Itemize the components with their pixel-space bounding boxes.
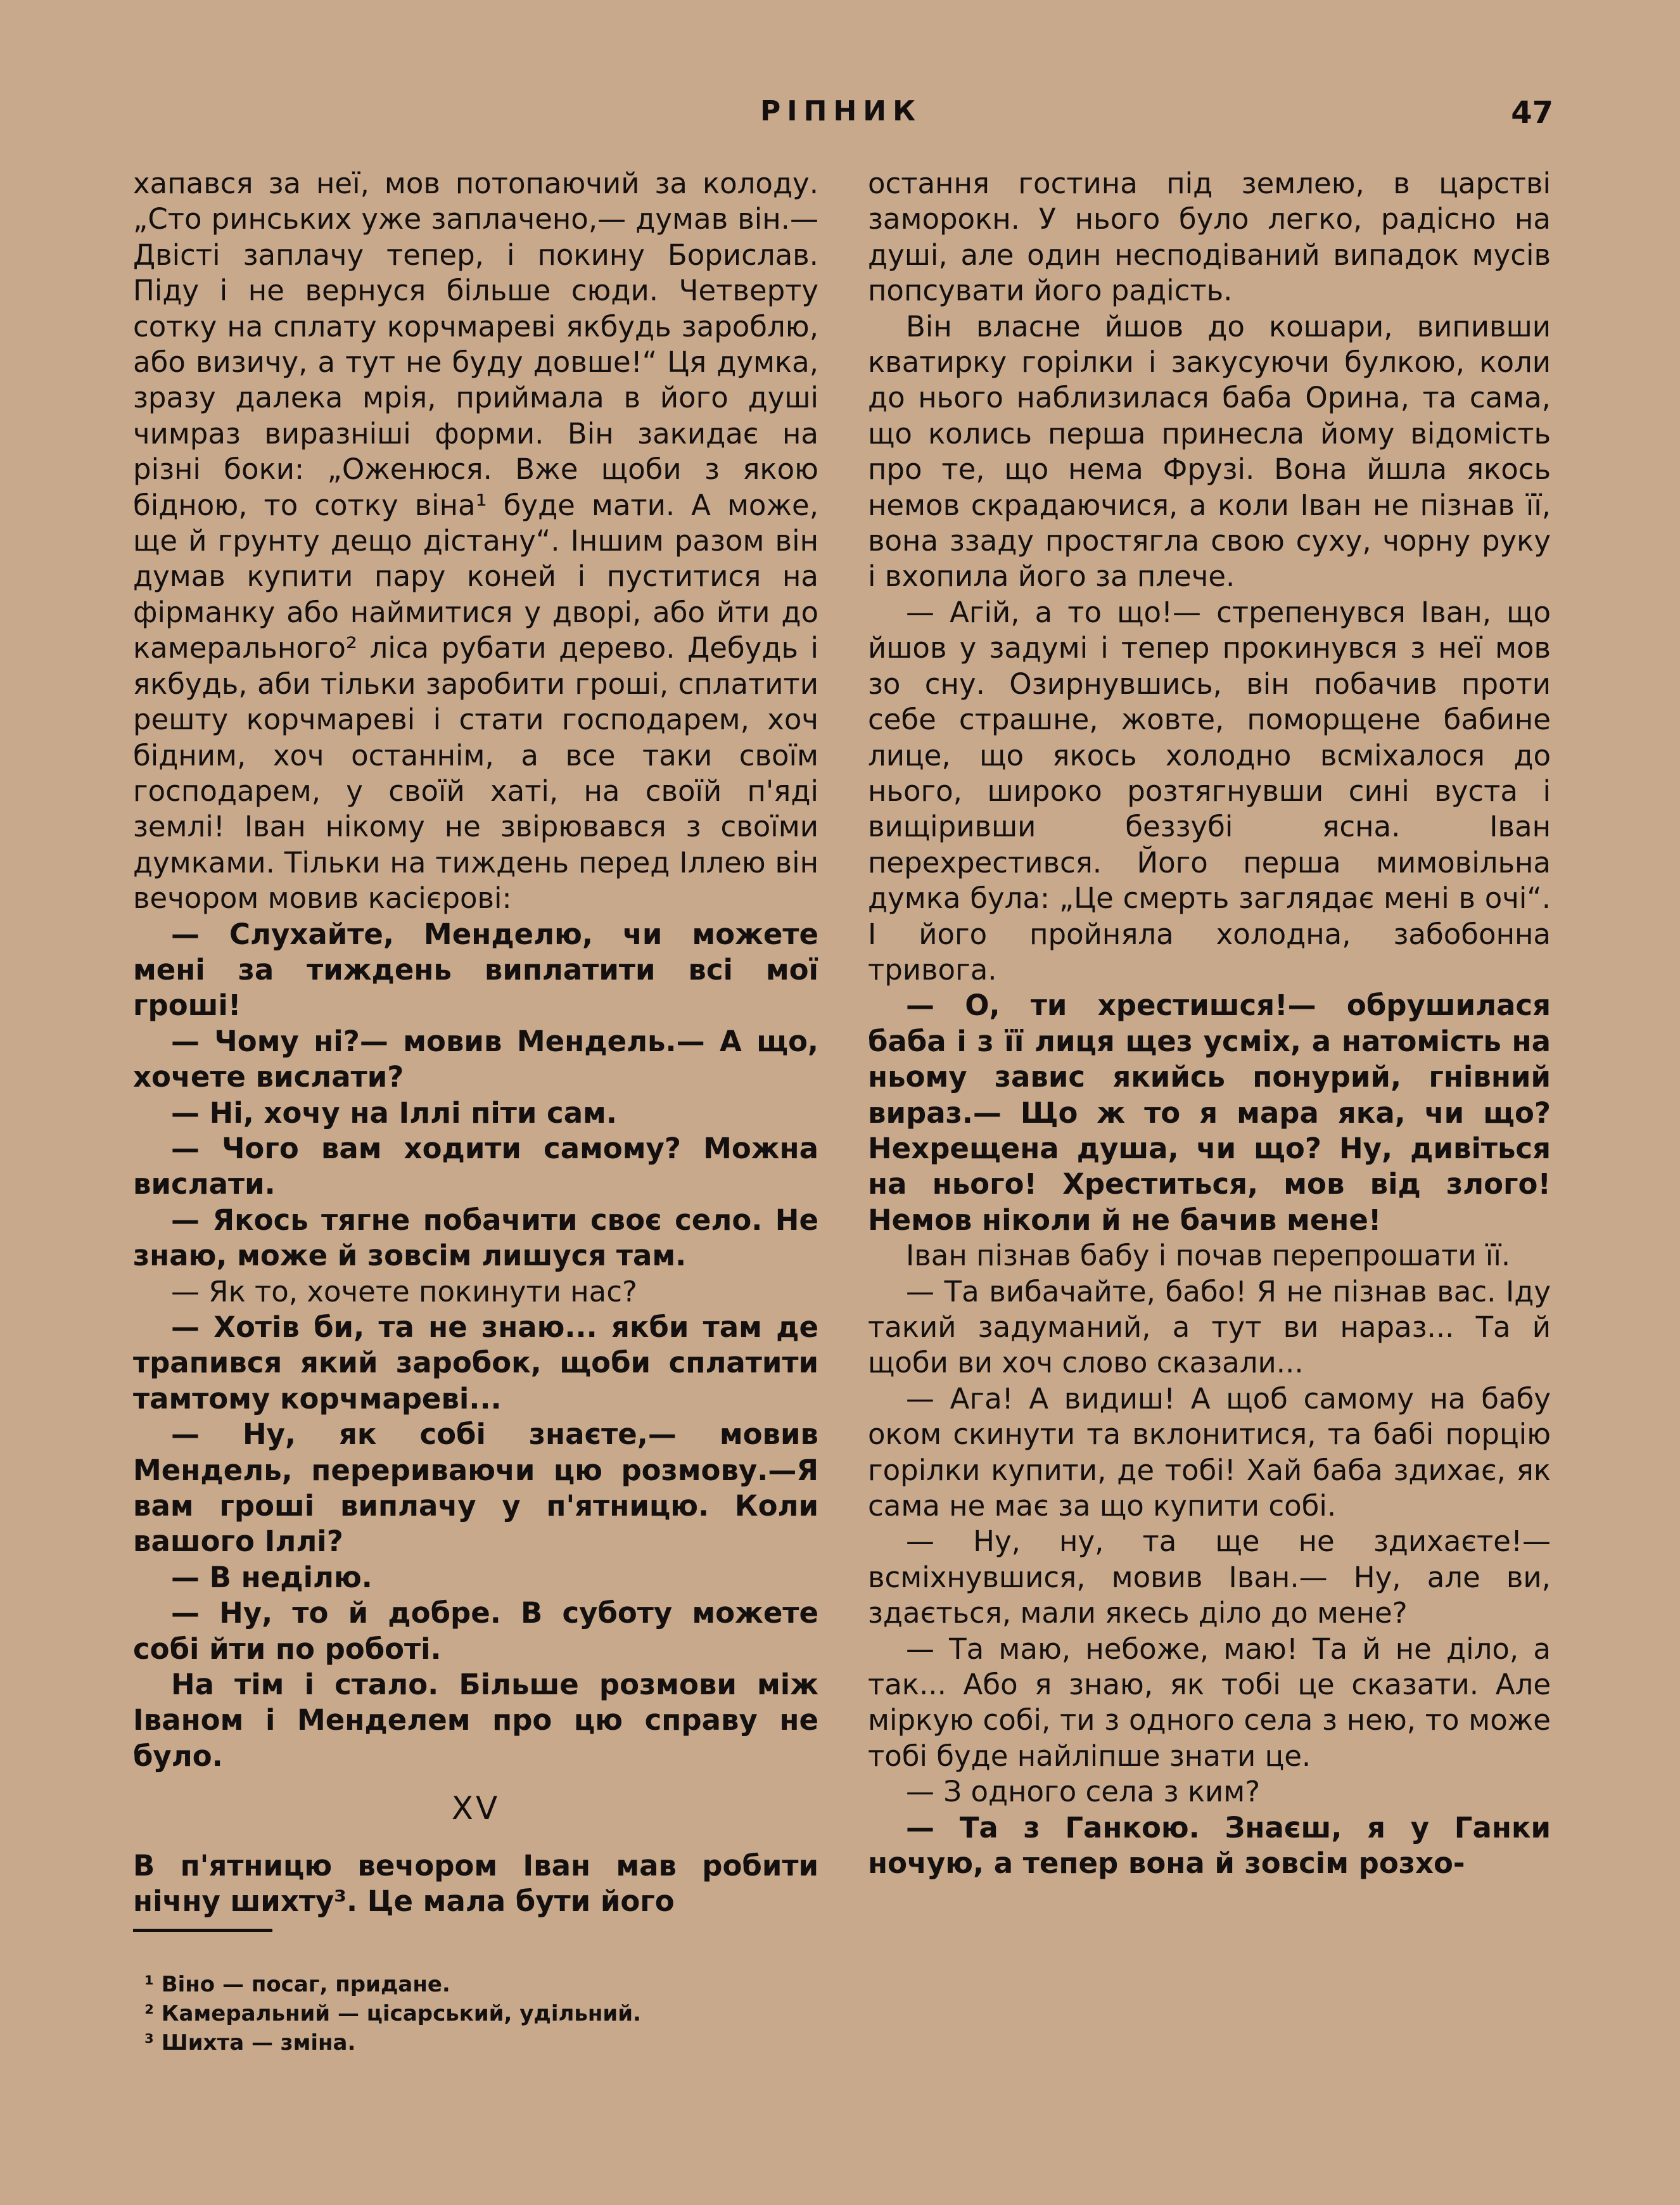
dialogue-line: — Якось тягне побачити своє село. Не знаю, може й зовсім лишуся там. xyxy=(133,1203,818,1273)
paragraph: остання гостина під землею, в царстві заморокн. У нього було легко, радісно на душі, але один несподіваний випадок мусів попсувати його радість. xyxy=(868,167,1551,308)
dialogue-line: — Ну, то й добре. В суботу можете собі йти по роботі. xyxy=(133,1596,818,1666)
dialogue-line: — Агій, а то що!— стрепенувся Іван, що йшов у задумі і тепер прокинувся з неї мов зо сну. Озирнувшись, він побачив проти себе страшне, жовте, поморщене бабине лице, що якось холодно всміхалося до нього, широко розтягнувши сині вуста і вищіривши беззубі ясна. Іван перехрестився. Його перша мимовільна думка була: „Це смерть заглядає мені в очі“. І його пройняла холодна, забобонна тривога. xyxy=(868,595,1551,987)
dialogue-line: — В неділю. xyxy=(171,1560,372,1594)
dialogue-line: — Ага! А видиш! А щоб самому на бабу оком скинути та вклонитися, та бабі порцію горілки купити, де тобі! Хай баба здихає, як сама не має за що купити собі. xyxy=(868,1381,1551,1523)
page-number: 47 xyxy=(1511,95,1553,131)
dialogue-line: — З одного села з ким? xyxy=(906,1775,1261,1809)
footnote: ³ Шихта — зміна. xyxy=(144,2029,356,2055)
dialogue-line: — Чого вам ходити самому? Можна вислати. xyxy=(133,1131,818,1201)
dialogue-line: — О, ти хрестишся!— обрушилася баба і з її лиця щез усміх, а натомість на ньому завис якийсь понурий, гнівний вираз.— Що ж то я мара яка, чи що? Нехрещена душа, чи що? Ну, дивіться на нього! Хреститься, мов від злого! Немов ніколи й не бачив мене! xyxy=(868,988,1551,1237)
footnote: ¹ Віно — посаг, придане. xyxy=(144,1971,450,1997)
dialogue-line: — Ні, хочу на Іллі піти сам. xyxy=(171,1096,617,1130)
right-column xyxy=(868,166,1551,1882)
paragraph: Він власне йшов до кошари, випивши кватирку горілки і закусуючи булкою, коли до нього наблизилася баба Орина, та сама, що колись перша принесла йому відомість про те, що нема Фрузі. Вона йшла якось немов скрадаючися, а коли Іван не пізнав її, вона ззаду простягла свою суху, чорну руку і вхопила його за плече. xyxy=(868,309,1551,594)
dialogue-line: — Ну, ну, та ще не здихаєте!— всміхнувшися, мовив Іван.— Ну, але ви, здається, мали якесь діло до мене? xyxy=(868,1524,1551,1630)
left-column xyxy=(133,166,818,2057)
dialogue-line: — Хотів би, та не знаю... якби там де трапився який заробок, щоби сплатити тамтому корчмареві... xyxy=(133,1310,818,1416)
dialogue-line: — Ну, як собі знаєте,— мовив Мендель, перериваючи цю розмову.—Я вам гроші виплачу у п'ятницю. Коли вашого Іллі? xyxy=(133,1417,818,1559)
dialogue-line: — Та маю, небоже, маю! Та й не діло, а так... Або я знаю, як тобі це сказати. Але міркую собі, ти з одного села з нею, то може тобі буде найліпше знати це. xyxy=(868,1632,1551,1773)
dialogue-line: — Та вибачайте, бабо! Я не пізнав вас. Іду такий задуманий, а тут ви нараз... Та й щоби ви хоч слово сказали... xyxy=(868,1274,1551,1380)
dialogue-line: — Як то, хочете покинути нас? xyxy=(171,1274,637,1308)
running-title: РІПНИК xyxy=(760,95,922,127)
dialogue-line: — Та з Ганкою. Знаєш, я у Ганки ночую, а тепер вона й зовсім розхо- xyxy=(868,1810,1551,1881)
paragraph: хапався за неї, мов потопаючий за колоду. „Сто ринських уже заплачено,— думав він.— Двісті заплачу тепер, і покину Борислав. Піду і не вернуся більше сюди. Четверту сотку на сплату корчмареві якбудь зароблю, або визичу, а тут не буду довше!“ Ця думка, зразу далека мрія, приймала в його душі чимраз виразніші форми. Він закидає на різні боки: „Оженюся. Вже щоби з якою бідною, то сотку віна¹ буде мати. А може, ще й грунту дещо дістану“. Іншим разом він думав купити пару коней і пуститися на фірманку або наймитися у дворі, або йти до камерального² ліса рубати дерево. Дебудь і якбудь, аби тільки заробити гроші, сплатити решту корчмареві і стати господарем, хоч бідним, хоч останнім, а все таки своїм господарем, у своїй хаті, на своїй п'яді землі! Іван нікому не звірювався з своїми думками. Тільки на тиждень перед Іллею він вечором мовив касієрові: xyxy=(133,167,818,916)
footnote: ² Камеральний — цісарський, удільний. xyxy=(144,2000,641,2026)
chapter-number: XV xyxy=(451,1790,500,1827)
dialogue-line: — Чому ні?— мовив Мендель.— А що, хочете вислати? xyxy=(133,1024,818,1094)
dialogue-line: — Слухайте, Менделю, чи можете мені за тиждень виплатити всі мої гроші! xyxy=(133,917,818,1023)
footnotes xyxy=(133,1970,818,2057)
paragraph: Іван пізнав бабу і почав перепрошати її. xyxy=(906,1239,1511,1273)
chapter-opening: В п'ятницю вечором Іван мав робити нічну шихту³. Це мала бути його xyxy=(133,1848,818,1919)
paragraph: На тім і стало. Більше розмови між Іваном і Менделем про цю справу не було. xyxy=(133,1668,818,1773)
footnote-divider xyxy=(133,1929,272,1932)
